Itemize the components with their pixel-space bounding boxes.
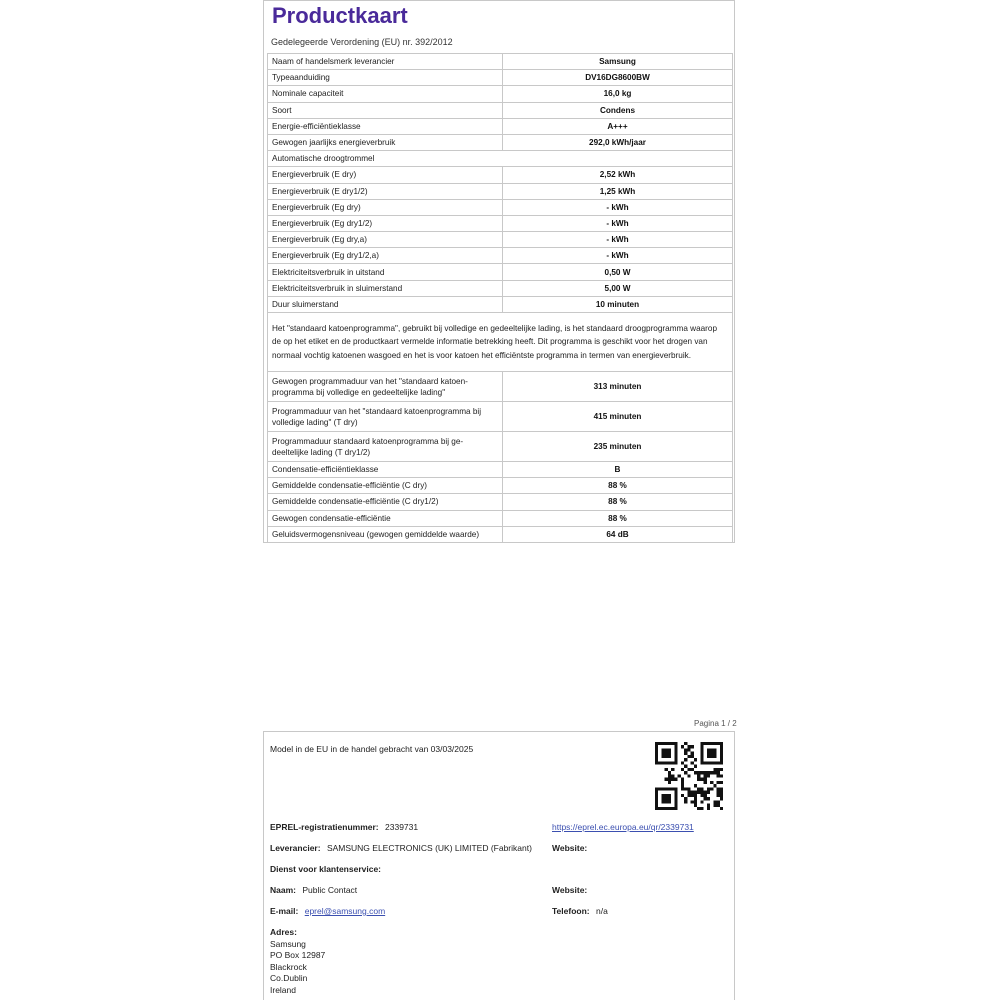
address-block: [270, 927, 325, 996]
product-sheet-page: [263, 0, 735, 543]
spec-table: [267, 53, 733, 543]
row-value: - kWh: [503, 215, 733, 231]
row-value: B: [503, 462, 733, 478]
row-value: 10 minuten: [503, 296, 733, 312]
row-label: Energieverbruik (Eg dry1/2): [268, 215, 503, 231]
row-label: Typeaanduiding: [268, 70, 503, 86]
table-row: [268, 167, 733, 183]
email-row: [270, 906, 385, 916]
row-label: Gewogen condensatie-efficiëntie: [268, 510, 503, 526]
page-title: Productkaart: [272, 3, 408, 28]
row-label: Condensatie-efficiëntieklasse: [268, 462, 503, 478]
program-description: Het "standaard katoenprogramma", gebruikt bij volledige en gedeeltelijke lading, is het standaard droogprogramma waarop de op het etiket en de productkaart vermelde informatie betrekking heeft. Dit programma is geschikt voor het drogen van normaal vochtig katoenen wasgoed en het is voor katoen het efficiëntste programma in termen van energieverbruik.: [268, 313, 733, 372]
supplier-name: SAMSUNG ELECTRONICS (UK) LIMITED (Fabrikant): [326, 843, 532, 853]
table-row: [268, 526, 733, 542]
address-line: Co.Dublin: [270, 973, 308, 983]
contact-name: Public Contact: [302, 885, 358, 895]
row-label: Energieverbruik (Eg dry1/2,a): [268, 248, 503, 264]
row-label: Energieverbruik (Eg dry,a): [268, 232, 503, 248]
table-row: [268, 494, 733, 510]
email-label: E-mail:: [270, 906, 299, 916]
row-label: Gewogen programmaduur van het "standaard katoen-programma bij volledige en gedeeltelijke lading": [268, 372, 503, 402]
row-label: Programmaduur standaard katoenprogramma bij ge-deeltelijke lading (T dry1/2): [268, 432, 503, 462]
row-value: 235 minuten: [503, 432, 733, 462]
row-label: Nominale capaciteit: [268, 86, 503, 102]
table-row: [268, 102, 733, 118]
table-row: [268, 432, 733, 462]
contact-name-label: Naam:: [270, 885, 296, 895]
email-link[interactable]: eprel@samsung.com: [304, 906, 386, 916]
row-value: 88 %: [503, 510, 733, 526]
row-value: 292,0 kWh/jaar: [503, 134, 733, 150]
page-number: Pagina 1 / 2: [694, 719, 737, 728]
table-row: [268, 264, 733, 280]
phone-value: n/a: [596, 906, 608, 916]
table-row: [268, 151, 733, 167]
table-row: [268, 70, 733, 86]
row-value: DV16DG8600BW: [503, 70, 733, 86]
phone-row: [552, 906, 608, 916]
row-value: 0,50 W: [503, 264, 733, 280]
row-label: Elektriciteitsverbruik in uitstand: [268, 264, 503, 280]
row-label: Naam of handelsmerk leverancier: [268, 54, 503, 70]
row-label: Gemiddelde condensatie-efficiëntie (C dry): [268, 478, 503, 494]
row-label: Programmaduur van het "standaard katoenprogramma bij volledige lading" (T dry): [268, 402, 503, 432]
row-label: Energieverbruik (E dry1/2): [268, 183, 503, 199]
row-value: 88 %: [503, 494, 733, 510]
table-row: [268, 462, 733, 478]
address-label: Adres:: [270, 927, 297, 937]
table-row: [268, 86, 733, 102]
table-row: [268, 296, 733, 312]
service-website-label: Website:: [552, 885, 588, 895]
table-row: [268, 248, 733, 264]
customer-service-heading: Dienst voor klantenservice:: [270, 864, 382, 874]
regulation-text: Gedelegeerde Verordening (EU) nr. 392/2012: [271, 37, 453, 47]
market-date-text: Model in de EU in de handel gebracht van 03/03/2025: [270, 744, 474, 754]
registration-page: [263, 731, 735, 1000]
row-value: - kWh: [503, 199, 733, 215]
address-line: Blackrock: [270, 961, 307, 972]
row-label: Geluidsvermogensniveau (gewogen gemiddelde waarde): [268, 526, 503, 542]
table-row: [268, 134, 733, 150]
supplier-row: [270, 843, 532, 853]
address-line: Samsung: [270, 938, 306, 949]
row-value: - kWh: [503, 248, 733, 264]
phone-label: Telefoon:: [552, 906, 590, 916]
row-value: A+++: [503, 118, 733, 134]
row-value: 1,25 kWh: [503, 183, 733, 199]
table-row: [268, 118, 733, 134]
table-row: [268, 510, 733, 526]
row-value: Samsung: [503, 54, 733, 70]
eprel-link[interactable]: https://eprel.ec.europa.eu/qr/2339731: [552, 822, 694, 832]
supplier-website-label: Website:: [552, 843, 588, 853]
table-row: [268, 183, 733, 199]
row-label: Energieverbruik (Eg dry): [268, 199, 503, 215]
row-value: 415 minuten: [503, 402, 733, 432]
table-row: [268, 372, 733, 402]
row-label: Soort: [268, 102, 503, 118]
table-row: [268, 215, 733, 231]
row-value: Condens: [503, 102, 733, 118]
section-label: Automatische droogtrommel: [268, 151, 733, 167]
eprel-row: [270, 822, 418, 832]
row-value: 64 dB: [503, 526, 733, 542]
table-row: [268, 280, 733, 296]
row-label: Elektriciteitsverbruik in sluimerstand: [268, 280, 503, 296]
row-label: Gemiddelde condensatie-efficiëntie (C dry1/2): [268, 494, 503, 510]
row-label: Energieverbruik (E dry): [268, 167, 503, 183]
contact-name-row: [270, 885, 357, 895]
supplier-label: Leverancier:: [270, 843, 321, 853]
address-line: Ireland: [270, 984, 296, 995]
qr-code-icon: [655, 742, 723, 810]
row-value: 88 %: [503, 478, 733, 494]
table-row: [268, 232, 733, 248]
row-value: 313 minuten: [503, 372, 733, 402]
row-label: Energie-efficiëntieklasse: [268, 118, 503, 134]
address-line: PO Box 12987: [270, 950, 326, 960]
row-value: - kWh: [503, 232, 733, 248]
row-label: Gewogen jaarlijks energieverbruik: [268, 134, 503, 150]
eprel-number: 2339731: [385, 822, 419, 832]
row-value: 2,52 kWh: [503, 167, 733, 183]
row-label: Duur sluimerstand: [268, 296, 503, 312]
row-value: 16,0 kg: [503, 86, 733, 102]
row-value: 5,00 W: [503, 280, 733, 296]
table-row: [268, 199, 733, 215]
table-row: [268, 478, 733, 494]
table-row: [268, 313, 733, 372]
table-row: [268, 54, 733, 70]
table-row: [268, 402, 733, 432]
eprel-label: EPREL-registratienummer:: [270, 822, 379, 832]
